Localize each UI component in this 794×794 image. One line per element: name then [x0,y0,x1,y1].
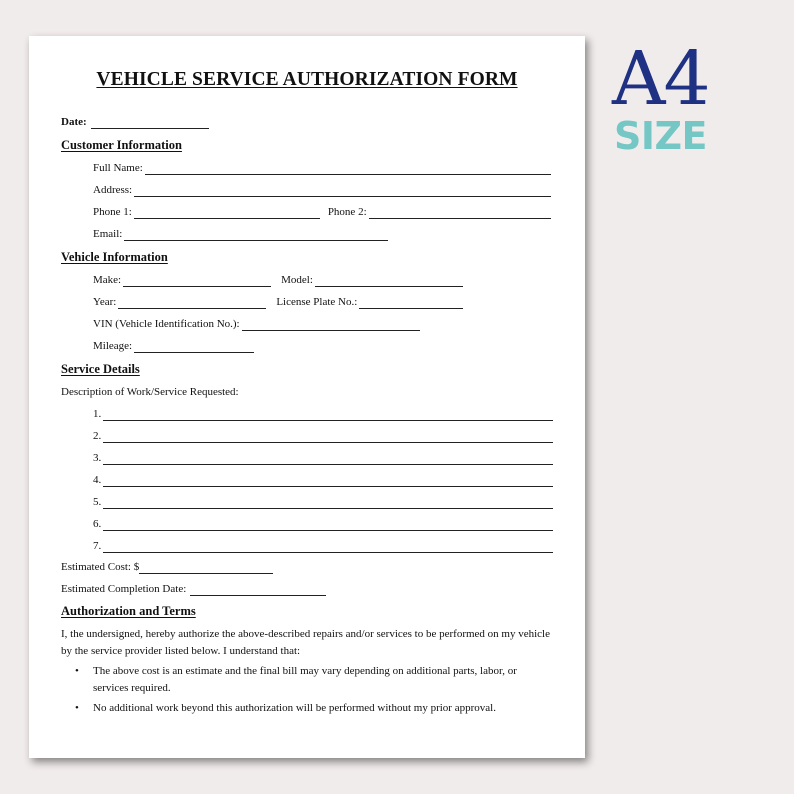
email-row [93,228,388,241]
service-line-2 [93,430,553,443]
service-line-4 [93,474,553,487]
authorization-paragraph: I, the undersigned, hereby authorize the above-described repairs and/or services to be performed on my vehicle by the service provider listed below. I understand that: [61,628,551,657]
phone1-label: Phone 1: [93,206,132,218]
date-row [61,116,209,129]
completion-date-row [61,583,326,596]
service-line-number: 2. [93,430,102,442]
vehicle-heading: Vehicle Information [61,250,168,264]
phone1-field[interactable] [134,209,320,219]
customer-heading: Customer Information [61,138,182,152]
make-model-row [93,274,463,287]
year-label: Year: [93,296,117,308]
terms-bullet-text: The above cost is an estimate and the final bill may vary depending on additional parts, labor, or services required. [93,665,517,694]
a4-badge-text: A4 [612,36,709,122]
full-name-row [93,162,551,175]
estimated-cost-label: Estimated Cost: $ [61,561,140,573]
service-line-number: 4. [93,474,102,486]
service-line-field[interactable] [103,543,553,553]
make-label: Make: [93,274,122,286]
date-field[interactable] [91,119,209,129]
phone2-field[interactable] [369,209,551,219]
address-row [93,184,551,197]
service-line-field[interactable] [103,433,553,443]
service-line-field[interactable] [103,521,553,531]
plate-field[interactable] [359,299,463,309]
full-name-label: Full Name: [93,162,143,174]
vin-row [93,318,420,331]
mileage-row [93,340,254,353]
form-title: VEHICLE SERVICE AUTHORIZATION FORM [96,69,518,90]
service-line-7 [93,540,553,553]
address-field[interactable] [134,187,551,197]
service-line-field[interactable] [103,411,553,421]
service-line-1 [93,408,553,421]
form-page [29,36,585,758]
description-label: Description of Work/Service Requested: [61,386,239,398]
authorization-heading: Authorization and Terms [61,604,196,618]
terms-bullet-text: No additional work beyond this authorization will be performed without my prior approval. [93,702,496,714]
completion-date-field[interactable] [190,586,326,596]
phone-row [93,206,551,219]
service-line-field[interactable] [103,477,553,487]
completion-date-label: Estimated Completion Date: [61,583,187,595]
terms-bullet-2 [75,700,551,717]
description-row [61,386,239,399]
estimated-cost-row [61,561,273,574]
service-line-3 [93,452,553,465]
mileage-label: Mileage: [93,340,133,352]
service-line-number: 6. [93,518,102,530]
make-field[interactable] [123,277,271,287]
terms-bullet-1 [75,663,551,696]
email-field[interactable] [124,231,388,241]
phone2-label: Phone 2: [327,206,367,218]
vin-field[interactable] [242,321,420,331]
service-line-5 [93,496,553,509]
bullet-dot: • [75,665,79,677]
service-heading: Service Details [61,362,140,376]
full-name-field[interactable] [145,165,551,175]
service-line-number: 5. [93,496,102,508]
email-label: Email: [93,228,123,240]
service-line-field[interactable] [103,499,553,509]
estimated-cost-field[interactable] [139,564,273,574]
service-line-number: 7. [93,540,102,552]
size-badge-text: SIZE [614,114,708,158]
model-label: Model: [281,274,313,286]
date-label: Date: [61,116,87,128]
year-plate-row [93,296,463,309]
service-line-number: 1. [93,408,102,420]
service-line-field[interactable] [103,455,553,465]
mileage-field[interactable] [134,343,254,353]
year-field[interactable] [118,299,266,309]
vin-label: VIN (Vehicle Identification No.): [93,318,240,330]
bullet-dot: • [75,702,79,714]
service-line-number: 3. [93,452,102,464]
service-line-6 [93,518,553,531]
plate-label: License Plate No.: [276,296,358,308]
address-label: Address: [93,184,133,196]
model-field[interactable] [315,277,463,287]
